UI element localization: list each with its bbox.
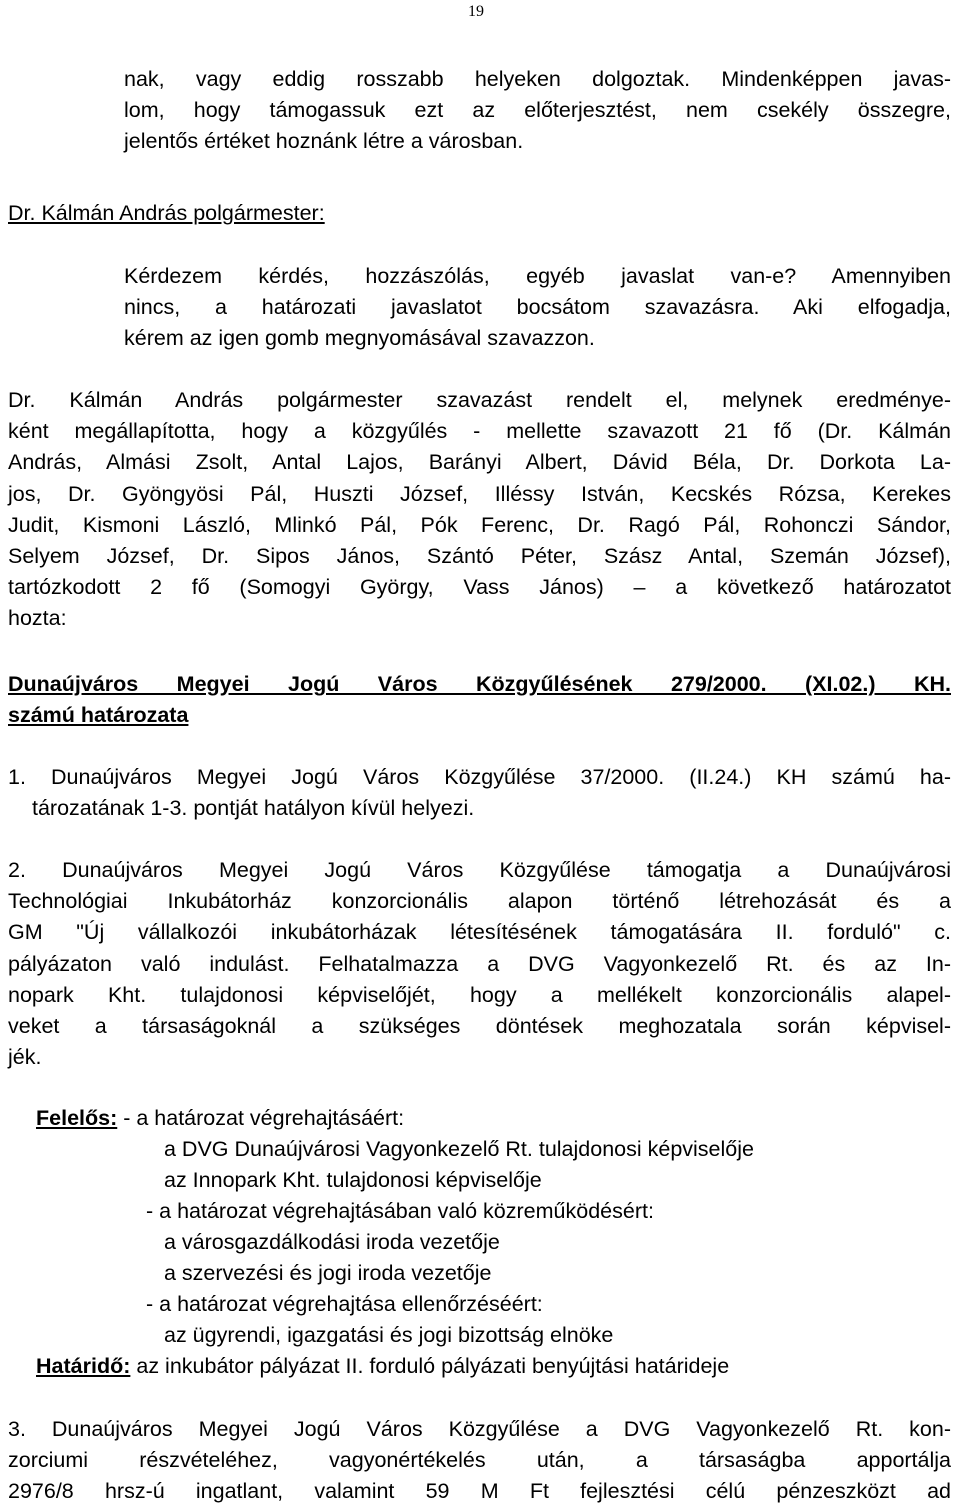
title-line: Dunaújváros Megyei Jogú Város Közgyűlésének 279/2000. (XI.02.) KH. [8, 672, 951, 696]
text-line: nopark Kht. tulajdonosi képviselőjét, hogy a mellékelt konzorcionális alapel- [8, 982, 951, 1007]
responsible-list [164, 1134, 754, 1196]
text-line: Kérdezem kérdés, hozzászólás, egyéb javaslat van-e? Amennyiben [124, 264, 951, 288]
text-line: kérem az igen gomb megnyomásával szavazzon. [124, 326, 595, 351]
responsible-item: a DVG Dunaújvárosi Vagyonkezelő Rt. tulajdonosi képviselője [164, 1137, 754, 1161]
text-line: hozta: [8, 606, 67, 631]
text-line: GM "Új vállalkozói inkubátorházak létesítésének támogatására II. forduló" c. [8, 920, 951, 945]
responsible-list [146, 1196, 654, 1227]
text-line: 2976/8 hrsz-ú ingatlant, valamint 59 M Ft fejlesztési célú pénzeszközt ad [8, 1479, 951, 1504]
responsible-item: - a határozat végrehajtása ellenőrzéséért: [146, 1292, 543, 1316]
text-line: 3. Dunaújváros Megyei Jogú Város Közgyűlése a DVG Vagyonkezelő Rt. kon- [8, 1417, 951, 1441]
text-line: Selyem József, Dr. Sipos János, Szántó Péter, Szász Antal, Szemán József), [8, 543, 951, 568]
resolution-point-2 [8, 855, 951, 1073]
title-line: számú határozata [8, 703, 189, 728]
responsible-item: a szervezési és jogi iroda vezetője [164, 1261, 492, 1286]
deadline-section [36, 1351, 729, 1382]
text-line: Technológiai Inkubátorház konzorcionális alapon történő létrehozását és a [8, 889, 951, 914]
text-line: jos, Dr. Gyöngyösi Pál, Huszti József, Illéssy István, Kecskés Rózsa, Kerekes [8, 481, 951, 506]
responsible-item: - a határozat végrehajtásában való közreműködésért: [146, 1199, 654, 1223]
responsible-list [146, 1289, 543, 1320]
responsible-item: az Innopark Kht. tulajdonosi képviselője [164, 1168, 542, 1193]
responsible-list [164, 1227, 500, 1289]
text-line: Dr. Kálmán András polgármester szavazást rendelt el, melynek eredménye- [8, 388, 951, 412]
text-line: tartózkodott 2 fő (Somogyi György, Vass János) – a következő határozatot [8, 575, 951, 600]
text-line: 2. Dunaújváros Megyei Jogú Város Közgyűlése támogatja a Dunaújvárosi [8, 858, 951, 882]
vote-result-paragraph [8, 385, 951, 634]
deadline-text: az inkubátor pályázat II. forduló pályázati benyújtási határideje [136, 1354, 730, 1378]
responsible-label: Felelős: [36, 1106, 118, 1130]
text-line: nincs, a határozati javaslatot bocsátom szavazásra. Aki elfogadja, [124, 295, 951, 320]
text-line: pályázaton való indulást. Felhatalmazza a DVG Vagyonkezelő Rt. és az In- [8, 951, 951, 976]
text-line: veket a társaságoknál a szükséges döntések meghozatala során képvisel- [8, 1013, 951, 1038]
speaker-heading: Dr. Kálmán András polgármester: [8, 201, 325, 225]
responsible-first: - a határozat végrehajtásáért: [123, 1106, 405, 1130]
text-line: zorciumi részvételéhez, vagyonértékelés után, a társaságba apportálja [8, 1448, 951, 1473]
deadline-line [36, 1351, 729, 1382]
text-line: jelentős értéket hoznánk létre a városban. [124, 129, 524, 154]
deadline-label: Határidő: [36, 1354, 131, 1378]
resolution-point-3 [8, 1414, 951, 1508]
responsible-first-line [36, 1103, 404, 1134]
text-line: 1. Dunaújváros Megyei Jogú Város Közgyűlése 37/2000. (II.24.) KH számú ha- [8, 765, 951, 789]
speech-paragraph [124, 261, 951, 355]
text-line: jék. [8, 1045, 42, 1070]
text-line: lom, hogy támogassuk ezt az előterjesztést, nem csekély összegre, [124, 98, 951, 123]
resolution-title [8, 669, 951, 731]
text-line: András, Almási Zsolt, Antal Lajos, Barányi Albert, Dávid Béla, Dr. Dorkota La- [8, 450, 951, 475]
intro-paragraph [124, 64, 951, 158]
text-line: ként megállapította, hogy a közgyűlés - mellette szavazott 21 fő (Dr. Kálmán [8, 419, 951, 444]
responsible-section [36, 1103, 404, 1134]
responsible-item: az ügyrendi, igazgatási és jogi bizottság elnöke [164, 1323, 614, 1347]
resolution-point-1 [8, 762, 951, 824]
page-number: 19 [468, 3, 484, 20]
responsible-list [164, 1320, 613, 1351]
text-line: tározatának 1-3. pontját hatályon kívül helyezi. [32, 796, 475, 821]
text-line: nak, vagy eddig rosszabb helyeken dolgoztak. Mindenképpen javas- [124, 67, 951, 91]
text-line: Judit, Kismoni László, Mlinkó Pál, Pók Ferenc, Dr. Ragó Pál, Rohonczi Sándor, [8, 512, 951, 537]
responsible-item: a városgazdálkodási iroda vezetője [164, 1230, 500, 1254]
